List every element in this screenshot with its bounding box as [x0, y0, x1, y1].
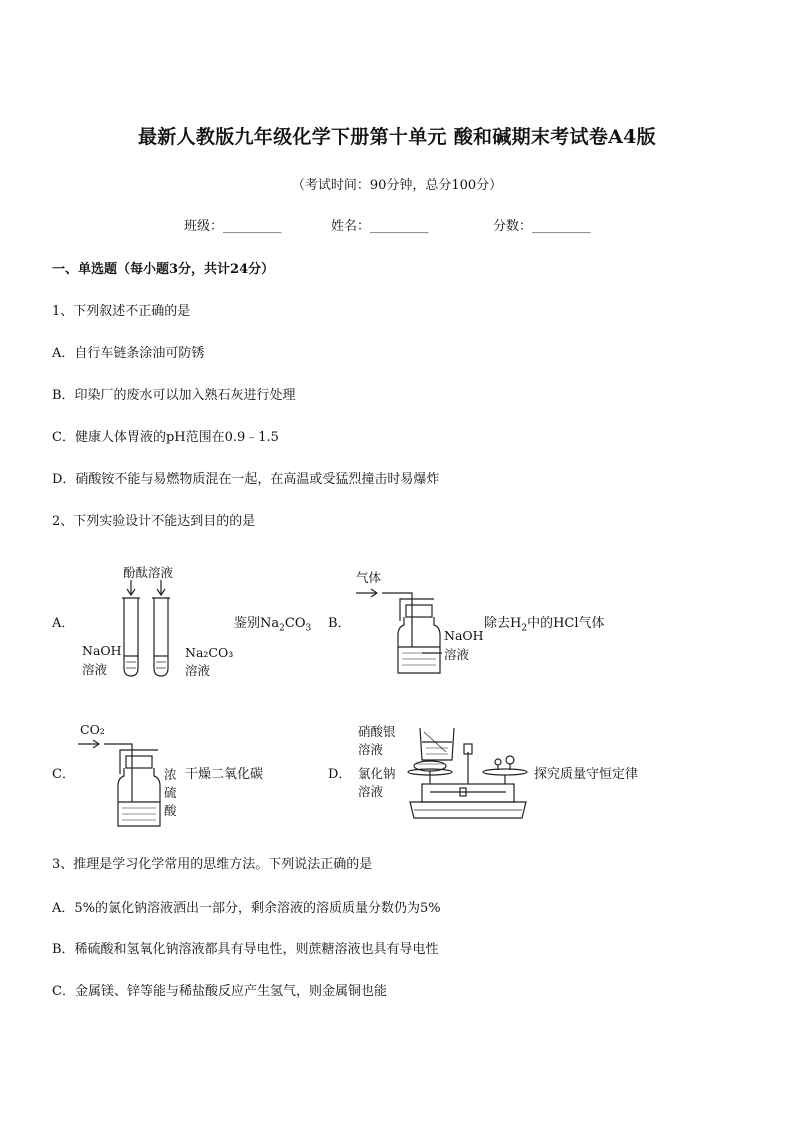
bottle-b [398, 617, 440, 673]
option-a-purpose: 鉴别$Na_2CO_3$ [234, 616, 312, 634]
question-1-option-a[interactable]: A．自行车链条涂油可防锈 [52, 346, 205, 361]
exam-title: 最新人教版九年级化学下册第十单元 酸和碱期末考试卷A4版 [138, 126, 656, 148]
question-1-option-d[interactable]: D．硝酸铵不能与易燃物质混在一起，在高温或受猛烈撞击时易爆炸 [52, 472, 440, 487]
gas-label-b: 气体 [356, 570, 382, 585]
conc-sulfuric-acid-3: 酸 [164, 803, 177, 818]
name-field[interactable]: 姓名：_________ [331, 219, 429, 234]
sodium-chloride-label-2: 溶液 [358, 784, 384, 799]
naoh-solution-label-top: NaOH [444, 628, 484, 643]
test-tube-left [124, 598, 138, 676]
naoh-tube-label-top: NaOH [82, 643, 122, 658]
naoh-solution-label-bottom: 溶液 [444, 647, 470, 662]
question-1-option-c[interactable]: C．健康人体胃液的pH范围在0.9﹣1.5 [52, 430, 279, 445]
gas-washing-bottle-c [76, 738, 166, 830]
pan-right [483, 769, 527, 775]
option-b-purpose: 除去$H_2$中的HCl气体 [484, 616, 605, 634]
balance-body [422, 784, 514, 802]
exam-duration-note: （考试时间：90分钟，总分100分） [291, 178, 503, 193]
option-c-purpose: 干燥二氧化碳 [185, 767, 264, 782]
option-d-purpose: 探究质量守恒定律 [534, 767, 639, 782]
phenolphthalein-label: 酚酞溶液 [123, 565, 174, 580]
question-2-option-c-letter[interactable]: C． [52, 767, 75, 782]
outlet-tube [400, 599, 434, 621]
na2co3-tube-label-top: Na₂CO₃ [185, 645, 234, 660]
gas-washing-bottle-b [352, 585, 447, 677]
silver-nitrate-label-1: 硝酸银 [358, 724, 396, 739]
question-2-stem: 2、下列实验设计不能达到目的的是 [52, 514, 256, 529]
question-2-option-b-letter[interactable]: B． [328, 616, 351, 631]
question-1-option-b[interactable]: B．印染厂的废水可以加入熟石灰进行处理 [52, 388, 296, 403]
co2-label: CO₂ [80, 722, 105, 737]
balance-with-beakers [400, 722, 530, 830]
conc-sulfuric-acid-1: 浓 [164, 767, 177, 782]
inlet-tube [382, 593, 412, 647]
score-field[interactable]: 分数：_________ [493, 219, 591, 234]
bottle-c [118, 768, 160, 826]
test-tubes-diagram [115, 578, 185, 678]
sodium-chloride-label-1: 氯化钠 [358, 766, 396, 781]
question-3-option-c[interactable]: C．金属镁、锌等能与稀盐酸反应产生氢气，则金属铜也能 [52, 984, 387, 999]
question-3-option-a[interactable]: A．5%的氯化钠溶液洒出一部分，剩余溶液的溶质质量分数仍为5% [52, 901, 441, 916]
class-field[interactable]: 班级：_________ [184, 219, 282, 234]
test-tube-right [154, 598, 168, 676]
na2co3-tube-label-bottom: 溶液 [185, 663, 211, 678]
section-heading-single-choice: 一、单选题（每小题3分，共计24分） [52, 262, 275, 277]
question-2-option-a-letter[interactable]: A． [52, 616, 75, 631]
conc-sulfuric-acid-2: 硫 [164, 785, 177, 800]
naoh-tube-label-bottom: 溶液 [82, 662, 108, 677]
question-3-option-b[interactable]: B．稀硫酸和氢氧化钠溶液都具有导电性，则蔗糖溶液也具有导电性 [52, 942, 439, 957]
question-1-stem: 1、下列叙述不正确的是 [52, 304, 191, 319]
question-2-option-d-letter[interactable]: D． [328, 767, 352, 782]
silver-nitrate-label-2: 溶液 [358, 742, 384, 757]
question-3-stem: 3、推理是学习化学常用的思维方法。下列说法正确的是 [52, 857, 373, 872]
